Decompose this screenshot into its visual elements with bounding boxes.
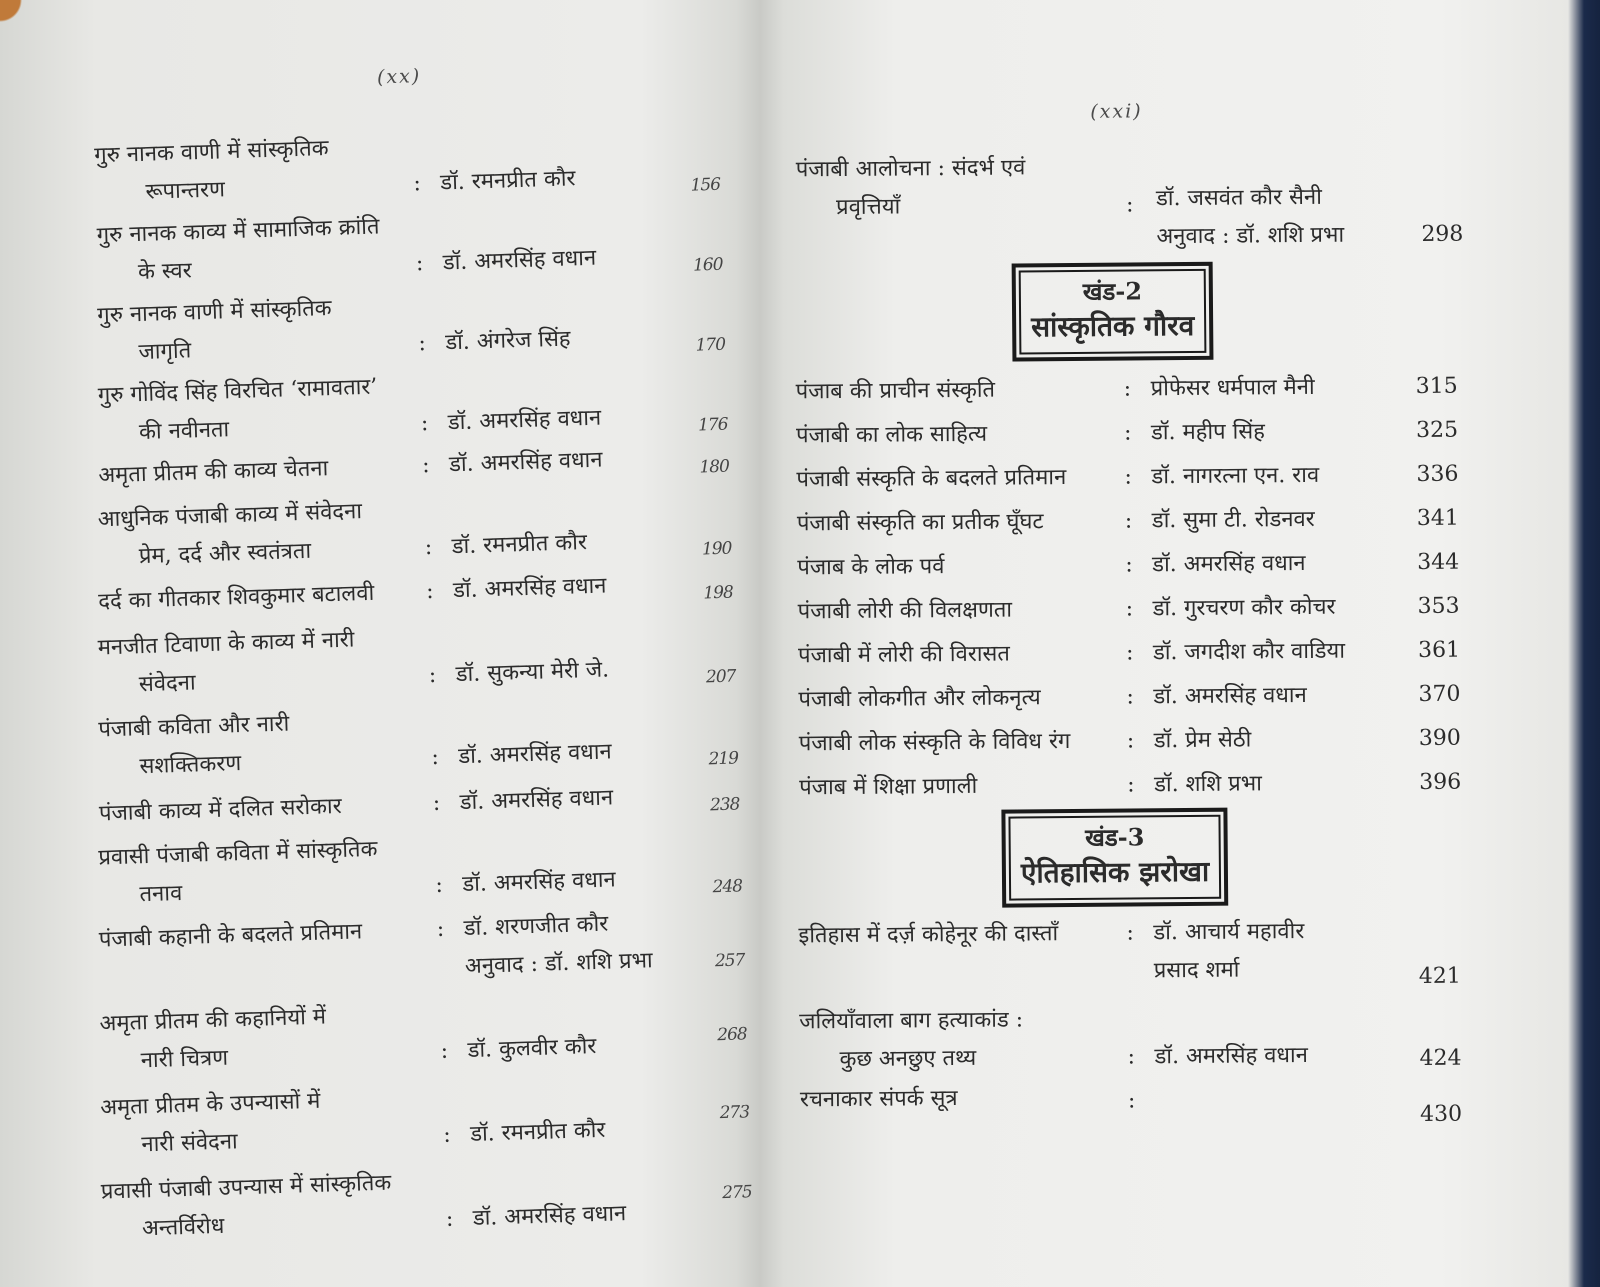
- section-title: सांस्कृतिक गौरव: [1031, 308, 1195, 344]
- entry-author: डॉ. अंगरेज सिंह: [444, 326, 571, 356]
- entry-author: डॉ. अमरसिंह वधान: [1152, 550, 1306, 578]
- entry-author: डॉ. अमरसिंह वधान: [1153, 682, 1307, 710]
- entry-title: पंजाबी कविता और नारी: [97, 711, 290, 743]
- separator-colon: :: [415, 251, 424, 277]
- entry-author: डॉ. सुकन्या मेरी जे.: [455, 657, 610, 688]
- separator-colon: :: [442, 1122, 452, 1148]
- separator-colon: :: [1124, 464, 1133, 490]
- separator-colon: :: [425, 578, 434, 605]
- entry-page-number: 341: [1416, 505, 1459, 532]
- separator-colon: :: [431, 744, 440, 771]
- entry-title: पंजाबी संस्कृति के बदलते प्रतिमान: [796, 465, 1067, 493]
- entry-author: डॉ. गुरचरण कौर कोचर: [1152, 594, 1336, 622]
- entry-title-line2: प्रवृत्तियाँ: [836, 194, 901, 221]
- entry-title: अमृता प्रीतम के उपन्यासों में: [99, 1088, 321, 1121]
- entry-page-number: 315: [1415, 373, 1458, 400]
- entry-page-number: 170: [695, 334, 726, 356]
- entry-title-line2: संवेदना: [138, 670, 197, 698]
- entry-page-number: 207: [705, 666, 736, 688]
- entry-title: पंजाब की प्राचीन संस्कृति: [795, 377, 996, 405]
- entry-title: गुरु नानक वाणी में सांस्कृतिक: [96, 295, 333, 329]
- entry-title: पंजाबी लोरी की विलक्षणता: [797, 597, 1013, 625]
- entry-page-number: 275: [721, 1182, 752, 1204]
- section-title: ऐतिहासिक झरोखा: [1020, 854, 1210, 890]
- entry-author: डॉ. आचार्य महावीर: [1153, 919, 1305, 946]
- separator-colon: :: [1123, 420, 1132, 446]
- entry-author: डॉ. अमरसिंह वधान: [1154, 1042, 1308, 1070]
- separator-colon: :: [1126, 728, 1135, 754]
- entry-title: पंजाब के लोक पर्व: [797, 554, 945, 581]
- entry-author: डॉ. अमरसिंह वधान: [452, 573, 607, 604]
- separator-colon: :: [428, 662, 437, 689]
- entry-title: पंजाबी संस्कृति का प्रतीक घूँघट: [796, 509, 1044, 537]
- entry-page-number: 198: [703, 582, 734, 604]
- separator-colon: :: [1123, 376, 1132, 402]
- separator-colon: :: [1127, 1044, 1136, 1070]
- entry-author: डॉ. अमरसिंह वधान: [457, 739, 613, 770]
- entry-title-line2: कुछ अनछुए तथ्य: [839, 1045, 977, 1073]
- separator-colon: :: [1125, 640, 1134, 666]
- separator-colon: :: [1127, 772, 1135, 798]
- entry-page-number: 268: [716, 1024, 748, 1046]
- entry-title: अमृता प्रीतम की कहानियों में: [99, 1004, 327, 1037]
- entry-page-number: 176: [697, 414, 728, 436]
- entry-page-number: 156: [690, 174, 721, 196]
- section-number: खंड-2: [1082, 276, 1143, 306]
- entry-title-line2: तनाव: [139, 880, 183, 908]
- entry-author-line2: प्रसाद शर्मा: [1153, 957, 1240, 984]
- entry-title: गुरु नानक काव्य में सामाजिक क्रांति: [96, 214, 380, 249]
- entry-page-number: 238: [709, 794, 740, 816]
- entry-page-number: 180: [699, 456, 730, 478]
- entry-page-number: 396: [1419, 769, 1462, 796]
- entry-author: डॉ. प्रेम सेठी: [1153, 727, 1252, 754]
- entry-author: प्रोफेसर धर्मपाल मैनी: [1150, 374, 1315, 402]
- entry-author: डॉ. जगदीश कौर वाडिया: [1152, 638, 1346, 666]
- separator-colon: :: [1126, 684, 1134, 710]
- entry-page-number: 370: [1418, 681, 1461, 708]
- separator-colon: :: [432, 790, 441, 817]
- right-page: [784, 0, 1585, 1287]
- entry-author: डॉ. शरणजीत कौर: [463, 911, 609, 942]
- entry-title-line2: नारी संवेदना: [141, 1129, 239, 1158]
- separator-colon: :: [1125, 596, 1134, 622]
- entry-title: पंजाबी का लोक साहित्य: [796, 421, 988, 449]
- page-number-folio-left: (xx): [376, 65, 422, 89]
- entry-title: गुरु नानक वाणी में सांस्कृतिक: [93, 136, 329, 169]
- separator-colon: :: [424, 534, 433, 561]
- separator-colon: :: [1124, 508, 1133, 534]
- entry-title: प्रवासी पंजाबी कविता में सांस्कृतिक: [97, 836, 378, 871]
- entry-page-number: 344: [1417, 549, 1460, 576]
- section-heading-box: [1001, 808, 1228, 908]
- separator-colon: :: [420, 411, 429, 437]
- entry-translator: अनुवाद : डॉ. शशि प्रभा: [464, 948, 654, 980]
- entry-page-number: 190: [701, 538, 732, 560]
- section-heading-frame: [1019, 269, 1207, 355]
- entry-page-number: 421: [1418, 963, 1461, 990]
- entry-title: इतिहास में दर्ज़ कोहेनूर की दास्ताँ: [798, 921, 1059, 949]
- entry-title: आधुनिक पंजाबी काव्य में संवेदना: [97, 499, 363, 533]
- entry-title: पंजाबी में लोरी की विरासत: [797, 641, 1010, 669]
- entry-page-number: 361: [1417, 637, 1461, 664]
- entry-author: डॉ. अमरसिंह वधान: [472, 1201, 627, 1231]
- entry-title: पंजाबी काव्य में दलित सरोकार: [98, 793, 343, 827]
- left-page: [0, 0, 780, 1287]
- entry-title-line2: अन्तर्विरोध: [141, 1213, 225, 1242]
- section-heading-box: [1012, 262, 1214, 362]
- separator-colon: :: [1126, 920, 1134, 946]
- entry-page-number: 390: [1418, 725, 1461, 752]
- entry-translator: अनुवाद : डॉ. शशि प्रभा: [1156, 222, 1345, 250]
- separator-colon: :: [412, 171, 422, 197]
- separator-colon: :: [435, 872, 444, 898]
- entry-author: डॉ. अमरसिंह वधान: [448, 447, 603, 478]
- entry-page-number: 424: [1419, 1045, 1462, 1072]
- entry-title: पंजाब में शिक्षा प्रणाली: [799, 773, 978, 801]
- entry-title: प्रवासी पंजाबी उपन्यास में सांस्कृतिक: [100, 1170, 392, 1205]
- entry-title: अमृता प्रीतम की काव्य चेतना: [97, 456, 329, 489]
- entry-author: डॉ. रमनप्रीत कौर: [439, 166, 576, 196]
- entry-author: डॉ. नागरत्ना एन. राव: [1151, 462, 1320, 490]
- entry-page-number: 336: [1416, 461, 1459, 488]
- separator-colon: :: [1125, 552, 1133, 578]
- entry-page-number: 325: [1415, 417, 1459, 444]
- entry-page-number: 298: [1421, 221, 1464, 247]
- entry-page-number: 353: [1417, 593, 1460, 620]
- entry-author: डॉ. अमरसिंह वधान: [462, 867, 617, 898]
- entry-author: डॉ. शशि प्रभा: [1154, 771, 1263, 798]
- separator-colon: :: [417, 331, 427, 357]
- entry-author: डॉ. सुमा टी. रोडनवर: [1151, 506, 1315, 534]
- entry-title: पंजाबी कहानी के बदलते प्रतिमान: [98, 919, 363, 953]
- entry-title: पंजाबी लोकगीत और लोकनृत्य: [798, 685, 1041, 713]
- entry-author: डॉ. अमरसिंह वधान: [459, 785, 614, 816]
- entry-page-number: 273: [719, 1102, 750, 1124]
- entry-title: मनजीत टिवाणा के काव्य में नारी: [97, 627, 355, 661]
- entry-page-number: 430: [1419, 1101, 1463, 1128]
- entry-title: गुरु गोविंद सिंह विरचित ‘रामावतार’: [97, 374, 378, 409]
- entry-author: डॉ. कुलवीर कौर: [467, 1034, 597, 1064]
- entry-author: डॉ. जसवंत कौर सैनी: [1155, 184, 1322, 212]
- entry-title-line2: रूपान्तरण: [145, 177, 226, 205]
- entry-title: पंजाबी लोक संस्कृति के विविध रंग: [798, 729, 1071, 757]
- entry-title-line2: नारी चित्रण: [140, 1045, 229, 1074]
- entry-author: डॉ. रमनप्रीत कौर: [469, 1117, 606, 1148]
- separator-colon: :: [1127, 1088, 1136, 1114]
- entry-title-line2: सशक्तिकरण: [139, 751, 242, 780]
- entry-author: डॉ. महीप सिंह: [1150, 419, 1265, 446]
- entry-page-number: 248: [712, 876, 743, 898]
- entry-page-number: 219: [708, 748, 739, 770]
- separator-colon: :: [440, 1038, 449, 1064]
- page-number-folio-right: (xxi): [1090, 100, 1143, 123]
- entry-author: डॉ. अमरसिंह वधान: [447, 405, 602, 436]
- entry-page-number: 160: [692, 254, 723, 276]
- entry-title-line2: प्रेम, दर्द और स्वतंत्रता: [138, 538, 312, 570]
- entry-title: जलियाँवाला बाग हत्याकांड :: [799, 1007, 1024, 1035]
- entry-title-line2: के स्वर: [137, 258, 193, 286]
- separator-colon: :: [421, 452, 431, 479]
- entry-title-line2: की नवीनता: [138, 417, 230, 446]
- entry-page-number: 257: [714, 950, 745, 972]
- separator-colon: :: [445, 1206, 454, 1232]
- section-number: खंड-3: [1085, 822, 1145, 852]
- separator-colon: :: [1126, 192, 1134, 218]
- entry-title: दर्द का गीतकार शिवकुमार बटालवी: [97, 580, 375, 615]
- separator-colon: :: [436, 916, 445, 942]
- entry-title: पंजाबी आलोचना : संदर्भ एवं: [795, 155, 1026, 183]
- entry-title: रचनाकार संपर्क सूत्र: [799, 1086, 958, 1113]
- entry-author: डॉ. रमनप्रीत कौर: [451, 530, 588, 560]
- entry-title-line2: जागृति: [138, 338, 192, 366]
- entry-author: डॉ. अमरसिंह वधान: [442, 245, 597, 276]
- section-heading-frame: [1008, 815, 1221, 901]
